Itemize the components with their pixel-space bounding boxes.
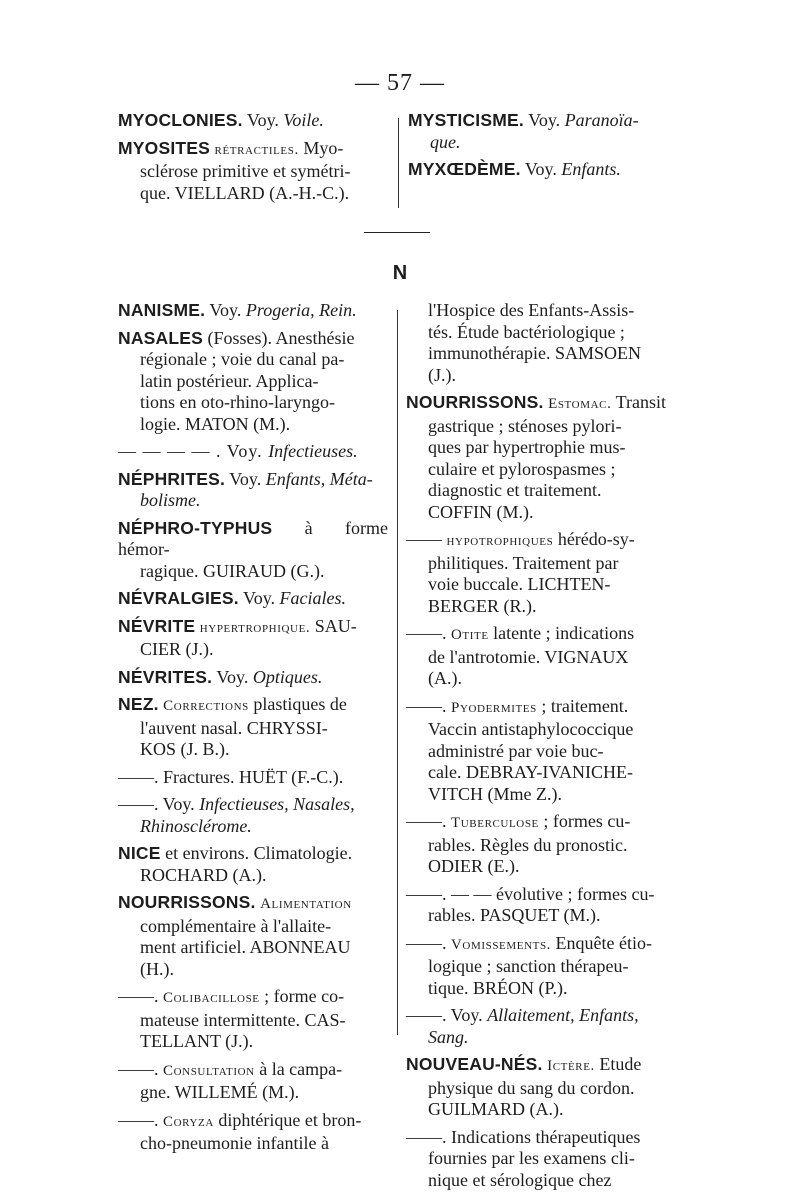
entry-line bbox=[408, 110, 688, 132]
entry-line bbox=[118, 110, 393, 132]
entry-continuation bbox=[118, 639, 388, 661]
index-entry bbox=[118, 794, 388, 837]
entry-continuation bbox=[118, 916, 388, 938]
entry-text: gastrique ; sténoses pylori- bbox=[428, 415, 622, 436]
entry-text: (H.). bbox=[140, 958, 174, 979]
entry-heading: NICE bbox=[118, 843, 161, 863]
entry-heading: NASALES bbox=[118, 327, 204, 348]
entry-text: plastiques de bbox=[248, 694, 347, 714]
entry-continuation bbox=[118, 161, 393, 183]
entry-line bbox=[406, 884, 688, 906]
entry-text: ——. Voy. bbox=[406, 1005, 488, 1025]
entry-text: Faciales. bbox=[279, 588, 347, 608]
entry-continuation bbox=[406, 553, 688, 575]
entry-text: (A.). bbox=[428, 668, 462, 688]
entry-text: tés. Étude bactériologique ; bbox=[428, 321, 625, 342]
section-letter: N bbox=[392, 262, 408, 284]
entry-text: Voy. bbox=[523, 110, 565, 130]
entry-text: BERGER (R.). bbox=[428, 595, 537, 616]
entry-continuation bbox=[406, 762, 688, 784]
entry-line bbox=[118, 469, 388, 491]
index-entry bbox=[118, 588, 388, 610]
entry-continuation bbox=[118, 865, 388, 887]
column-divider bbox=[398, 118, 399, 208]
entry-continuation bbox=[406, 978, 688, 1000]
entry-text: KOS (J. B.). bbox=[140, 739, 230, 759]
entry-text: nique et sérologique chez bbox=[428, 1169, 612, 1190]
entry-text: voie buccale. LICHTEN- bbox=[428, 574, 611, 594]
entry-line bbox=[118, 138, 393, 162]
index-entry bbox=[408, 110, 688, 153]
entry-continuation bbox=[406, 437, 688, 459]
entry-text: Voy. bbox=[212, 666, 253, 687]
entry-text: fournies par les examens cli- bbox=[428, 1148, 635, 1168]
entry-line bbox=[118, 1059, 388, 1083]
entry-line bbox=[118, 667, 388, 689]
index-entry bbox=[118, 892, 388, 980]
index-entry bbox=[406, 1005, 688, 1048]
index-entry bbox=[118, 1059, 388, 1104]
entry-heading: NEZ. bbox=[118, 694, 159, 714]
index-entry bbox=[406, 300, 688, 386]
entry-text: ——. Voy. bbox=[118, 794, 200, 814]
entry-continuation bbox=[406, 668, 688, 690]
entry-text: Ictère. bbox=[547, 1058, 595, 1074]
entry-text: Vomissements. bbox=[451, 936, 552, 953]
entry-continuation bbox=[406, 596, 688, 618]
index-entry bbox=[118, 694, 388, 761]
entry-text: ; traitement. bbox=[536, 695, 629, 716]
entry-text: Voy. bbox=[242, 110, 284, 130]
entry-text: physique du sang du cordon. bbox=[428, 1077, 635, 1098]
index-entry bbox=[406, 811, 688, 878]
index-entry bbox=[118, 110, 393, 132]
entry-continuation bbox=[118, 1031, 388, 1053]
entry-text: ment artificiel. ABONNEAU bbox=[140, 937, 351, 957]
entry-heading: MYXŒDÈME. bbox=[408, 159, 521, 179]
entry-text: l'Hospice des Enfants-Assis- bbox=[428, 300, 635, 320]
entry-text: latente ; indications bbox=[488, 623, 635, 643]
entry-line bbox=[406, 392, 688, 416]
entry-continuation bbox=[406, 856, 688, 878]
entry-continuation bbox=[406, 1148, 688, 1170]
index-entry bbox=[118, 300, 388, 322]
entry-text: Consultation bbox=[163, 1062, 255, 1079]
entry-text: Colibacillose bbox=[163, 990, 260, 1006]
entry-text: ; formes cu- bbox=[538, 811, 631, 831]
entry-heading: NÉPHRO-TYPHUS bbox=[118, 517, 273, 538]
entry-text: ; forme co- bbox=[259, 986, 345, 1006]
entry-continuation bbox=[406, 719, 688, 741]
entry-continuation bbox=[118, 414, 388, 436]
index-entry bbox=[118, 138, 393, 205]
index-entry bbox=[406, 696, 688, 806]
entry-text: hypertrophique. bbox=[199, 619, 311, 636]
entry-text: rables. Règles du pronostic. bbox=[428, 834, 628, 855]
entry-continuation bbox=[406, 574, 688, 596]
entry-line bbox=[118, 794, 388, 816]
entry-text: rables. PASQUET (M.). bbox=[428, 905, 601, 925]
index-entry bbox=[118, 667, 388, 689]
top-entries bbox=[118, 110, 688, 205]
section-rule bbox=[364, 232, 430, 233]
entry-continuation bbox=[408, 132, 688, 154]
index-entry bbox=[118, 986, 388, 1053]
entry-continuation bbox=[406, 343, 688, 365]
entry-continuation bbox=[118, 561, 388, 583]
entry-text: tions en oto-rhino-laryngo- bbox=[140, 392, 335, 412]
entry-text: philitiques. Traitement par bbox=[428, 552, 619, 573]
entry-heading: NANISME. bbox=[118, 300, 206, 320]
column-divider bbox=[397, 310, 398, 1035]
top-right-column bbox=[408, 110, 688, 187]
entry-line bbox=[408, 159, 688, 181]
entry-continuation bbox=[118, 349, 388, 371]
index-entry bbox=[118, 1110, 388, 1155]
entry-text: Infectieuses, Nasales, bbox=[199, 794, 355, 814]
entry-continuation bbox=[118, 1133, 388, 1155]
entry-line bbox=[406, 1127, 688, 1149]
entry-line bbox=[118, 616, 388, 640]
index-entry bbox=[118, 441, 388, 463]
entry-continuation bbox=[406, 480, 688, 502]
entry-text: Enquête étio- bbox=[551, 932, 652, 953]
entry-text: gne. WILLEMÉ (M.). bbox=[140, 1082, 300, 1102]
entry-text: Etude bbox=[594, 1054, 642, 1074]
entry-text: Voile. bbox=[283, 110, 324, 130]
entry-continuation bbox=[118, 392, 388, 414]
entry-line bbox=[118, 767, 388, 789]
entry-continuation bbox=[406, 1027, 688, 1049]
entry-text: ques par hypertrophie mus- bbox=[428, 437, 626, 457]
entry-continuation bbox=[406, 905, 688, 927]
entry-text: diagnostic et traitement. bbox=[428, 480, 602, 500]
entry-line bbox=[118, 892, 388, 916]
entry-text: mateuse intermittente. CAS- bbox=[140, 1009, 346, 1030]
top-left-column bbox=[118, 110, 393, 210]
entry-text: immunothérapie. SAMSOEN bbox=[428, 343, 641, 363]
entry-continuation bbox=[406, 784, 688, 806]
entry-line bbox=[406, 1005, 688, 1027]
entry-text: ——. bbox=[118, 1058, 163, 1079]
entry-text: Voy. bbox=[238, 588, 280, 608]
entry-text: Progeria, Rein. bbox=[245, 300, 357, 320]
entry-text: ODIER (E.). bbox=[428, 856, 520, 876]
index-body bbox=[118, 300, 688, 1190]
entry-continuation bbox=[406, 459, 688, 481]
entry-text: ROCHARD (A.). bbox=[140, 864, 267, 885]
entry-text: Pyodermites bbox=[451, 699, 537, 716]
entry-text: Voy. bbox=[205, 300, 246, 320]
entry-text: Paranoïa- bbox=[564, 110, 639, 130]
entry-text: latin postérieur. Applica- bbox=[140, 370, 319, 391]
entry-text: CIER (J.). bbox=[140, 639, 214, 659]
entry-text: ——. bbox=[118, 986, 163, 1006]
entry-text: Optiques. bbox=[252, 666, 323, 687]
entry-text: — — — — . Voy. bbox=[118, 441, 269, 461]
entry-text: diphtérique et bron- bbox=[213, 1109, 362, 1130]
entry-text: Voy. bbox=[520, 159, 562, 179]
index-entry bbox=[118, 328, 388, 436]
entry-text: ——. bbox=[406, 811, 451, 831]
left-column bbox=[118, 300, 388, 1161]
entry-heading: MYOSITES bbox=[118, 137, 211, 158]
entry-heading: NOUVEAU-NÉS. bbox=[406, 1054, 543, 1074]
entry-text: que. VIELLARD (A.-H.-C.). bbox=[140, 182, 350, 203]
entry-text: ——. bbox=[118, 1109, 163, 1130]
entry-continuation bbox=[118, 718, 388, 740]
entry-continuation bbox=[406, 1099, 688, 1121]
entry-text: —— bbox=[406, 529, 447, 549]
entry-continuation bbox=[406, 741, 688, 763]
entry-continuation bbox=[406, 322, 688, 344]
entry-line bbox=[118, 694, 388, 718]
entry-text: (Fosses). Anesthésie bbox=[203, 327, 355, 348]
entry-line bbox=[118, 518, 388, 561]
entry-text: l'auvent nasal. CHRYSSI- bbox=[140, 717, 328, 738]
entry-text: ——. bbox=[406, 623, 451, 643]
entry-text: Alimentation bbox=[260, 896, 352, 912]
entry-heading: NOURRISSONS. bbox=[406, 392, 544, 412]
index-entry bbox=[406, 1127, 688, 1192]
entry-continuation bbox=[118, 959, 388, 981]
entry-continuation bbox=[406, 1078, 688, 1100]
entry-continuation bbox=[118, 183, 393, 205]
index-entry bbox=[118, 469, 388, 512]
entry-text: de l'antrotomie. VIGNAUX bbox=[428, 646, 629, 667]
entry-continuation bbox=[118, 1082, 388, 1104]
entry-text: Allaitement, Enfants, bbox=[487, 1005, 639, 1025]
entry-line bbox=[406, 1054, 688, 1078]
index-entry bbox=[118, 843, 388, 886]
entry-text: que. bbox=[430, 131, 461, 152]
entry-continuation bbox=[406, 835, 688, 857]
entry-text: cale. DEBRAY-IVANICHE- bbox=[428, 762, 633, 782]
right-column bbox=[406, 300, 688, 1197]
entry-text: VITCH (Mme Z.). bbox=[428, 783, 562, 804]
entry-text: Infectieuses. bbox=[268, 441, 358, 461]
entry-text: Enfants, Méta- bbox=[265, 468, 373, 489]
entry-text: régionale ; voie du canal pa- bbox=[140, 349, 345, 369]
entry-text: à forme hémor- bbox=[118, 517, 388, 559]
entry-continuation bbox=[118, 739, 388, 761]
entry-text: Corrections bbox=[163, 698, 249, 714]
entry-line bbox=[406, 623, 688, 647]
entry-line bbox=[406, 696, 688, 720]
entry-continuation bbox=[118, 371, 388, 393]
entry-text: ——. Indications thérapeutiques bbox=[406, 1126, 641, 1147]
entry-text: et environs. Climatologie. bbox=[160, 843, 353, 863]
entry-heading: MYOCLONIES. bbox=[118, 110, 243, 130]
index-entry bbox=[406, 884, 688, 927]
entry-text: SAU- bbox=[310, 615, 357, 636]
entry-heading: NÉVRALGIES. bbox=[118, 588, 239, 608]
entry-continuation bbox=[406, 416, 688, 438]
entry-text: ——. — — évolutive ; formes cu- bbox=[406, 883, 655, 904]
entry-text: Estomac. bbox=[548, 396, 612, 412]
index-entry bbox=[406, 1054, 688, 1121]
entry-text: ——. bbox=[406, 932, 451, 953]
entry-text: complémentaire à l'allaite- bbox=[140, 915, 332, 936]
entry-continuation bbox=[118, 1010, 388, 1032]
entry-line bbox=[118, 986, 388, 1010]
entry-text: ragique. GUIRAUD (G.). bbox=[140, 560, 325, 581]
entry-line bbox=[118, 441, 388, 463]
entry-text: COFFIN (M.). bbox=[428, 501, 534, 522]
entry-text: Voy. bbox=[225, 468, 266, 489]
index-entry bbox=[118, 767, 388, 789]
entry-text: Rhinosclérome. bbox=[140, 815, 252, 836]
entry-text: ——. Fractures. HUËT (F.-C.). bbox=[118, 766, 344, 787]
page-number: — 57 — bbox=[355, 70, 445, 96]
entry-text: tique. BRÉON (P.). bbox=[428, 977, 568, 998]
entry-text: Otite bbox=[451, 627, 489, 643]
index-entry bbox=[406, 529, 688, 617]
entry-continuation bbox=[406, 502, 688, 524]
entry-continuation bbox=[406, 956, 688, 978]
entry-text: administré par voie buc- bbox=[428, 740, 604, 761]
entry-line bbox=[118, 1110, 388, 1134]
entry-line bbox=[118, 300, 388, 322]
entry-heading: NÉVRITE bbox=[118, 615, 196, 636]
entry-text: Vaccin antistaphylococcique bbox=[428, 719, 634, 739]
index-entry bbox=[118, 616, 388, 661]
entry-text: sclérose primitive et symétri- bbox=[140, 161, 351, 181]
index-entry bbox=[408, 159, 688, 181]
entry-line bbox=[118, 588, 388, 610]
entry-line bbox=[118, 328, 388, 350]
entry-line bbox=[406, 811, 688, 835]
entry-line bbox=[406, 933, 688, 957]
entry-text: hypotrophiques bbox=[446, 533, 554, 549]
entry-continuation bbox=[406, 1170, 688, 1192]
entry-text: rétractiles. bbox=[214, 141, 299, 158]
entry-line bbox=[118, 843, 388, 865]
entry-text: Tuberculose bbox=[451, 815, 539, 831]
entry-text: Coryza bbox=[163, 1113, 214, 1130]
entry-text: hérédo-sy- bbox=[553, 529, 635, 549]
index-entry bbox=[406, 623, 688, 690]
entry-line bbox=[406, 529, 688, 553]
entry-text: bolisme. bbox=[140, 490, 201, 510]
entry-text: logique ; sanction thérapeu- bbox=[428, 956, 629, 976]
entry-text: cho-pneumonie infantile à bbox=[140, 1133, 329, 1153]
entry-heading: NÉPHRITES. bbox=[118, 468, 226, 489]
entry-continuation bbox=[118, 937, 388, 959]
entry-heading: NÉVRITES. bbox=[118, 666, 213, 687]
entry-text: Myo- bbox=[298, 137, 344, 158]
entry-continuation bbox=[118, 490, 388, 512]
entry-continuation bbox=[406, 365, 688, 387]
entry-continuation bbox=[406, 300, 688, 322]
entry-continuation bbox=[406, 647, 688, 669]
entry-text: à la campa- bbox=[254, 1058, 343, 1079]
entry-text: ——. bbox=[406, 695, 451, 716]
entry-heading: MYSTICISME. bbox=[408, 110, 524, 130]
index-entry bbox=[118, 518, 388, 583]
entry-text: TELLANT (J.). bbox=[140, 1031, 254, 1051]
entry-text: GUILMARD (A.). bbox=[428, 1099, 564, 1119]
entry-text: culaire et pylorospasmes ; bbox=[428, 458, 616, 479]
entry-text: logie. MATON (M.). bbox=[140, 413, 291, 434]
entry-text: Sang. bbox=[428, 1026, 469, 1047]
entry-heading: NOURRISSONS. bbox=[118, 892, 256, 912]
entry-continuation bbox=[118, 816, 388, 838]
entry-text: (J.). bbox=[428, 364, 456, 385]
index-entry bbox=[406, 392, 688, 523]
index-entry bbox=[406, 933, 688, 1000]
entry-text: Enfants. bbox=[561, 159, 621, 179]
entry-text: Transit bbox=[611, 392, 666, 412]
